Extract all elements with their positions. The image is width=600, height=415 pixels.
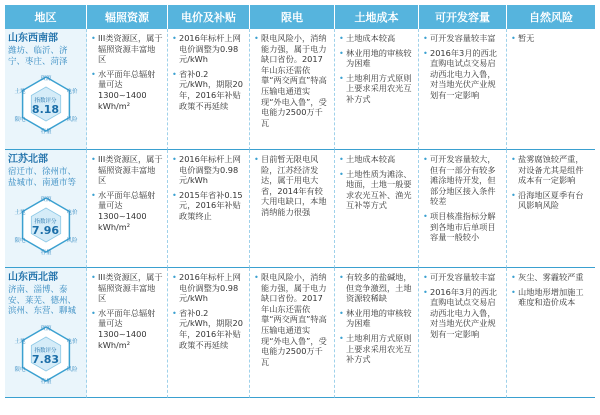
hexagon-score-badge: [11, 71, 81, 135]
bullet-list: [172, 154, 245, 222]
hex-label-left-top: 土地: [14, 89, 26, 95]
bullet-item: • 2016年标杆上网电价调整为0.98元/kWh: [172, 154, 245, 186]
region-name: 山东西北部: [8, 272, 58, 283]
region-name: 山东西南部: [8, 33, 58, 44]
price-subsidy-cell: [168, 29, 250, 150]
bullet-list: [172, 272, 245, 350]
bullet-item: • 林业用地的审核较为困难: [339, 48, 414, 69]
assessment-table-container: [5, 5, 595, 405]
bullet-item: • 山地地形增加施工难度和造价成本: [511, 287, 591, 308]
bullet-item: • 盐雾腐蚀较严重，对设备尤其是组件成本有一定影响: [511, 154, 591, 186]
bullet-item: • 土地成本较高: [339, 154, 414, 165]
region-score: 7.96: [31, 224, 60, 237]
bullet-item: • 目前暂无限电风险，江苏经济发达，属于用电大省，2014年有较大用电缺口，本地消纳能力很强: [254, 154, 330, 218]
hex-label-left-top: 土地: [14, 210, 26, 216]
bullet-item: • 2016年3月的西北直购电试点交易启动西北电力入鲁，对当地光伏产业规划有一定影响: [423, 48, 502, 101]
score-caption: 指数评分: [34, 219, 57, 225]
header-natural-risk: 自然风险: [507, 5, 595, 29]
bullet-item: • 限电风险小，消纳能力强，属于电力缺口省份。2017年山东还需依靠“两交两直”特高压输电通道实现“外电入鲁”，受电能力2500万千瓦: [254, 33, 330, 128]
region-cell: [5, 268, 87, 398]
bullet-list: [172, 33, 245, 111]
bullet-item: • 2016年标杆上网电价调整为0.98元/kWh: [172, 33, 245, 65]
bullet-list: [254, 272, 330, 367]
header-curtailment: 限电: [250, 5, 335, 29]
natural-risk-cell: [507, 268, 595, 398]
header-irradiation: 辐照资源: [87, 5, 168, 29]
bullet-list: [423, 154, 502, 243]
bullet-list: [339, 154, 414, 211]
bullet-item: • 2016年标杆上网电价调整为0.98元/kWh: [172, 272, 245, 304]
land-cost-cell: [335, 29, 419, 150]
bullet-item: • 灰尘、雾霾较严重: [511, 272, 591, 283]
hex-label-top: 资源: [40, 76, 52, 82]
bullet-item: • 2015年省补0.15元，2016年补贴政策终止: [172, 190, 245, 222]
region-score: 8.18: [31, 103, 60, 116]
region-cities: 潍坊、临沂、济宁、枣庄、菏泽: [8, 46, 68, 67]
curtailment-cell: [250, 150, 335, 268]
table-row: [5, 150, 595, 268]
table-row: [5, 29, 595, 150]
irradiation-cell: [87, 150, 168, 268]
bullet-list: [339, 33, 414, 105]
curtailment-cell: [250, 29, 335, 150]
land-cost-cell: [335, 150, 419, 268]
hex-label-left-bottom: 限电: [14, 238, 26, 244]
header-capacity: 可开发容量: [419, 5, 507, 29]
bullet-list: [511, 272, 591, 308]
hex-label-right-top: 电价: [66, 89, 78, 95]
hexagon-score-badge: [11, 321, 81, 385]
bullet-item: • 水平面年总辐射量可达1300~1400 kWh/m²: [91, 69, 163, 111]
bullet-list: [511, 33, 591, 44]
hex-label-left-top: 土地: [14, 338, 26, 345]
bullet-list: [91, 154, 163, 232]
bullet-item: • 限电风险小，消纳能力强，属于电力缺口省份。2017年山东还需依靠“两交两直”特高压输电通道实现“外电入鲁”，受电能力2500万千瓦: [254, 272, 330, 367]
table-row: [5, 268, 595, 398]
irradiation-cell: [87, 29, 168, 150]
bullet-item: • III类资源区，属于辐照资源丰富地区: [91, 33, 163, 65]
bullet-item: • 林业用地的审核较为困难: [339, 308, 414, 329]
hex-label-bottom: 容量: [40, 378, 52, 385]
bullet-item: • 2016年3月的西北直购电试点交易启动西北电力入鲁，对当地光伏产业规划有一定影响: [423, 287, 502, 340]
bullet-item: • 可开发容量较丰富: [423, 272, 502, 283]
bullet-item: • 土地利用方式原则上要求采用农光互补方式: [339, 333, 414, 365]
bullet-item: • 有较多的盐碱地，但竞争激烈，土地资源较稀缺: [339, 272, 414, 304]
bullet-item: • 暂无: [511, 33, 591, 44]
region-name: 江苏北部: [8, 154, 48, 165]
regional-assessment-table: [5, 5, 595, 398]
price-subsidy-cell: [168, 268, 250, 398]
curtailment-cell: [250, 268, 335, 398]
bullet-list: [254, 33, 330, 128]
bullet-item: • III类资源区，属于辐照资源丰富地区: [91, 272, 163, 304]
region-score: 7.83: [31, 352, 60, 366]
hex-label-bottom: 容量: [40, 250, 52, 256]
header-row: [5, 5, 595, 29]
header-land-cost: 土地成本: [335, 5, 419, 29]
hex-label-left-bottom: 限电: [14, 117, 26, 123]
region-cell: [5, 29, 87, 150]
bullet-item: • 土地成本较高: [339, 33, 414, 44]
irradiation-cell: [87, 268, 168, 398]
score-caption: 指数评分: [34, 98, 57, 104]
bullet-list: [339, 272, 414, 365]
hex-label-top: 资源: [40, 325, 52, 332]
capacity-cell: [419, 29, 507, 150]
natural-risk-cell: [507, 150, 595, 268]
hex-label-top: 资源: [40, 197, 52, 203]
score-caption: 指数评分: [34, 347, 57, 354]
bullet-item: • 土地利用方式原则上要求采用农光互补方式: [339, 73, 414, 105]
capacity-cell: [419, 150, 507, 268]
bullet-item: • 省补0.2元/kWh，期限20年，2016年补贴政策不再延续: [172, 308, 245, 350]
price-subsidy-cell: [168, 150, 250, 268]
hexagon-score-badge: [11, 192, 81, 256]
region-cell: [5, 150, 87, 268]
hex-label-left-bottom: 限电: [14, 366, 26, 373]
hex-label-right-top: 电价: [66, 338, 78, 345]
hex-label-right-bottom: 风险: [66, 238, 78, 244]
region-cities: 宿迁市、徐州市、盐城市、南通市等: [8, 167, 77, 188]
bullet-item: • 土地性质为滩涂、地面，土地一般要求农光互补、渔光互补等方式: [339, 169, 414, 211]
bullet-item: • 可开发容量较大，但有一部分有较多滩涂地待开发，但部分地区接入条件较差: [423, 154, 502, 207]
bullet-list: [254, 154, 330, 218]
bullet-list: [423, 272, 502, 340]
land-cost-cell: [335, 268, 419, 398]
hex-label-right-bottom: 风险: [66, 117, 78, 123]
header-price-subsidy: 电价及补贴: [168, 5, 250, 29]
hex-label-right-top: 电价: [66, 210, 78, 216]
hex-label-bottom: 容量: [40, 129, 52, 135]
hex-label-right-bottom: 风险: [66, 366, 78, 373]
bullet-item: • 可开发容量较丰富: [423, 33, 502, 44]
bullet-item: • 省补0.2元/kWh，期限20年，2016年补贴政策不再延续: [172, 69, 245, 111]
bullet-list: [91, 272, 163, 350]
bullet-item: • 水平面年总辐射量可达1300~1400 kWh/m²: [91, 308, 163, 350]
bullet-item: • 项目核准指标分解到各地市后单项目容量一般较小: [423, 211, 502, 243]
header-region: 地区: [5, 5, 87, 29]
bullet-item: • 沿海地区夏季有台风影响风险: [511, 190, 591, 211]
bullet-item: • 水平面年总辐射量可达1300~1400 kWh/m²: [91, 190, 163, 232]
natural-risk-cell: [507, 29, 595, 150]
capacity-cell: [419, 268, 507, 398]
region-cities: 济南、淄博、泰安、莱芜、德州、滨州、东营、聊城: [8, 285, 77, 316]
bullet-list: [91, 33, 163, 111]
bullet-list: [511, 154, 591, 211]
bullet-item: • III类资源区，属于辐照资源丰富地区: [91, 154, 163, 186]
bullet-list: [423, 33, 502, 101]
